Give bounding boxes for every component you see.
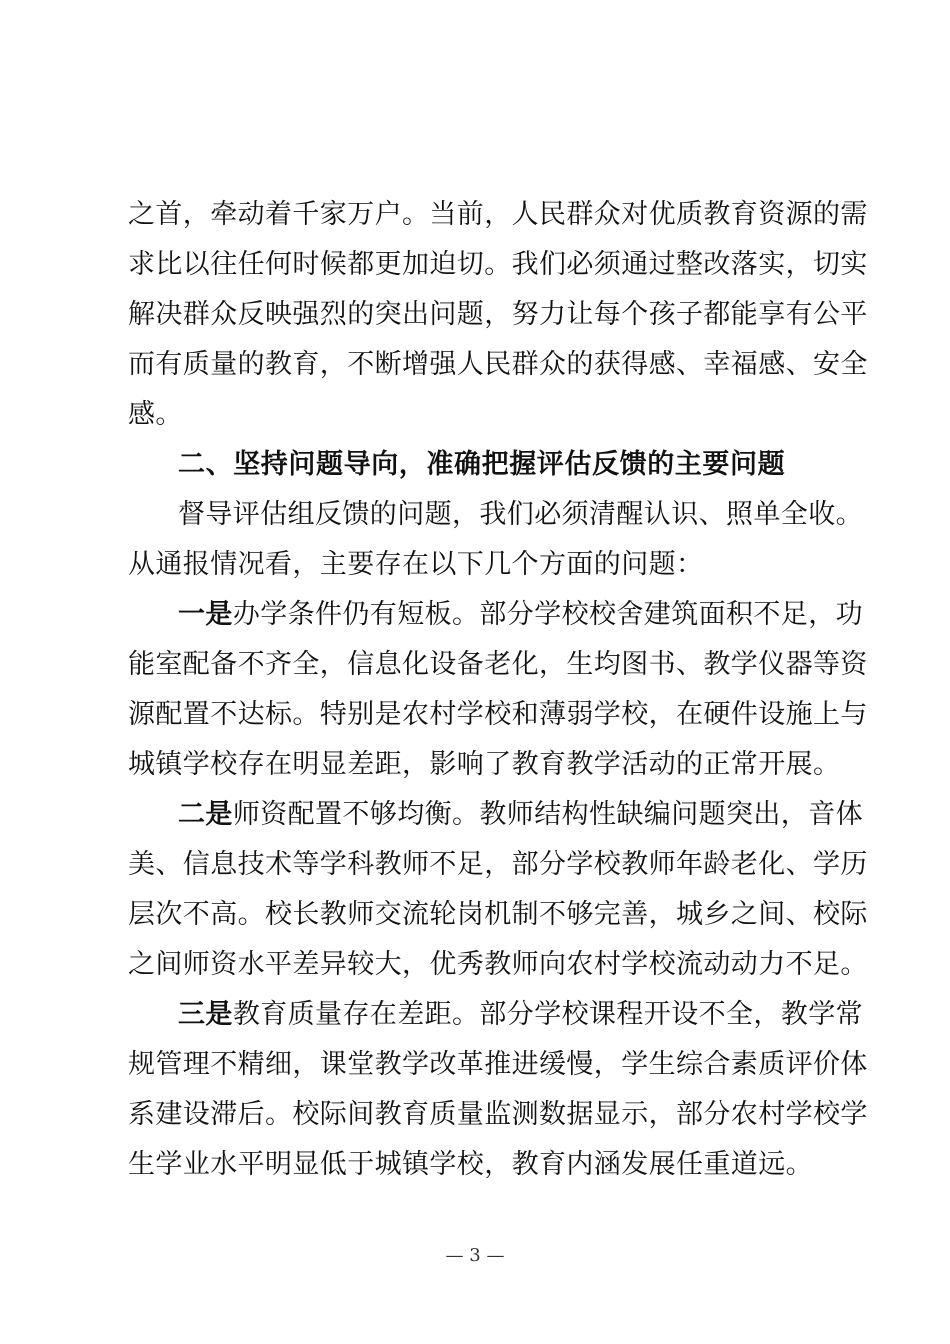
paragraph-2-line-2: 从通报情况看，主要存在以下几个方面的问题：	[128, 549, 704, 580]
point-1-line-1	[178, 590, 864, 640]
point-3-line-1	[178, 990, 864, 1040]
section-heading: 二、坚持问题导向，准确把握评估反馈的主要问题	[178, 449, 786, 480]
paragraph-1-line-1: 之首，牵动着千家万户。当前，人民群众对优质教育资源的需	[128, 199, 868, 230]
paragraph-1-line-5: 感。	[128, 399, 183, 430]
point-2-text: 师资配置不够均衡。教师结构性缺编问题突出，音体	[232, 799, 864, 830]
point-2-line-4: 之间师资水平差异较大，优秀教师向农村学校流动动力不足。	[128, 949, 868, 980]
point-1-lead: 一是	[178, 599, 233, 630]
paragraph-1-line-2: 求比以往任何时候都更加迫切。我们必须通过整改落实，切实	[128, 249, 868, 280]
paragraph-1-line-4: 而有质量的教育，不断增强人民群众的获得感、幸福感、安全	[128, 349, 868, 380]
point-1-line-4: 城镇学校存在明显差距，影响了教育教学活动的正常开展。	[128, 749, 841, 780]
paragraph-2-line-1: 督导评估组反馈的问题，我们必须清醒认识、照单全收。	[178, 499, 863, 530]
point-3-line-4: 生学业水平明显低于城镇学校，教育内涵发展任重道远。	[128, 1149, 813, 1180]
point-2-line-1	[178, 790, 864, 840]
page-number: — 3 —	[445, 1245, 505, 1266]
point-3-lead: 三是	[178, 999, 233, 1030]
point-3-text: 教育质量存在差距。部分学校课程开设不全，教学常	[232, 999, 864, 1030]
point-2-lead: 二是	[178, 799, 233, 830]
point-2-line-3: 层次不高。校长教师交流轮岗机制不够完善，城乡之间、校际	[128, 899, 868, 930]
point-1-line-3: 源配置不达标。特别是农村学校和薄弱学校，在硬件设施上与	[128, 699, 868, 730]
point-1-line-2: 能室配备不齐全，信息化设备老化，生均图书、教学仪器等资	[128, 649, 868, 680]
point-2-line-2: 美、信息技术等学科教师不足，部分学校教师年龄老化、学历	[128, 849, 868, 880]
point-3-line-2: 规管理不精细，课堂教学改革推进缓慢，学生综合素质评价体	[128, 1049, 868, 1080]
point-1-text: 办学条件仍有短板。部分学校校舍建筑面积不足，功	[232, 599, 864, 630]
paragraph-1-line-3: 解决群众反映强烈的突出问题，努力让每个孩子都能享有公平	[128, 299, 868, 330]
point-3-line-3: 系建设滞后。校际间教育质量监测数据显示，部分农村学校学	[128, 1099, 868, 1130]
